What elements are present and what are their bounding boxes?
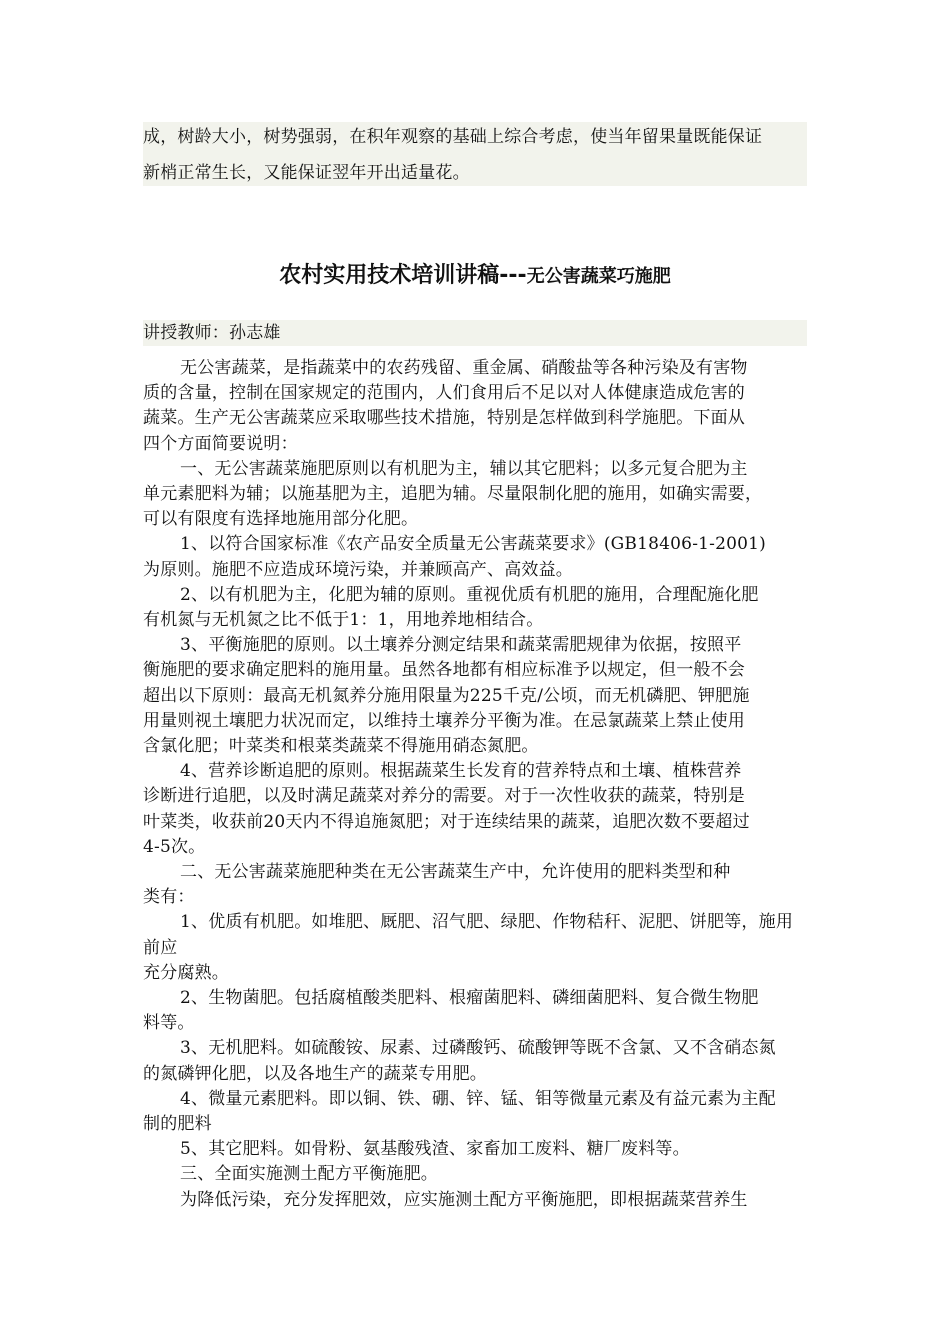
top-paragraph-line-2: 新梢正常生长，又能保证翌年开出适量花。 (143, 163, 470, 183)
paragraph-line: 3、平衡施肥的原则。以土壤养分测定结果和蔬菜需肥规律为依据，按照平 (180, 635, 742, 655)
paragraph-line: 类有： (143, 887, 195, 907)
paragraph-line: 制的肥料 (143, 1114, 212, 1134)
paragraph-line: 充分腐熟。 (143, 963, 229, 983)
paragraph-line: 2、生物菌肥。包括腐植酸类肥料、根瘤菌肥料、磷细菌肥料、复合微生物肥 (180, 988, 759, 1008)
paragraph-line: 一、无公害蔬菜施肥原则以有机肥为主，辅以其它肥料；以多元复合肥为主 (180, 459, 748, 479)
title-sub: 无公害蔬菜巧施肥 (526, 266, 671, 287)
paragraph-line: 为降低污染，充分发挥肥效，应实施测土配方平衡施肥，即根据蔬菜营养生 (180, 1190, 748, 1210)
title-main: 农村实用技术培训讲稿 (279, 263, 500, 288)
paragraph-line: 含氯化肥；叶菜类和根菜类蔬菜不得施用硝态氮肥。 (143, 736, 539, 756)
paragraph-line: 2、以有机肥为主，化肥为辅的原则。重视优质有机肥的施用，合理配施化肥 (180, 585, 759, 605)
paragraph-line: 可以有限度有选择地施用部分化肥。 (143, 509, 419, 529)
top-paragraph-line-1: 成，树龄大小，树势强弱，在积年观察的基础上综合考虑，使当年留果量既能保证 (143, 127, 763, 147)
paragraph-line: 4、营养诊断追肥的原则。根据蔬菜生长发育的营养特点和土壤、植株营养 (180, 761, 742, 781)
paragraph-line: 四个方面简要说明： (143, 434, 298, 454)
paragraph-line: 为原则。施肥不应造成环境污染，并兼顾高产、高效益。 (143, 560, 573, 580)
paragraph-line: 二、无公害蔬菜施肥种类在无公害蔬菜生产中，允许使用的肥料类型和种 (180, 862, 731, 882)
paragraph-line: 前应 (143, 938, 178, 958)
paragraph-line: 的氮磷钾化肥，以及各地生产的蔬菜专用肥。 (143, 1064, 487, 1084)
paragraph-line: 5、其它肥料。如骨粉、氨基酸残渣、家畜加工废料、糖厂废料等。 (180, 1139, 690, 1159)
paragraph-line: 4、微量元素肥料。即以铜、铁、硼、锌、锰、钼等微量元素及有益元素为主配 (180, 1089, 776, 1109)
paragraph-line: 1、优质有机肥。如堆肥、厩肥、沼气肥、绿肥、作物秸秆、泥肥、饼肥等，施用 (180, 912, 794, 932)
paragraph-line: 单元素肥料为辅；以施基肥为主，追肥为辅。尽量限制化肥的施用，如确实需要， (143, 484, 763, 504)
title-dashes: --- (499, 263, 527, 288)
paragraph-line: 4-5次。 (143, 837, 206, 857)
document-title (0, 258, 950, 289)
paragraph-line: 蔬菜。生产无公害蔬菜应采取哪些技术措施，特别是怎样做到科学施肥。下面从 (143, 408, 745, 428)
paragraph-line: 诊断进行追肥，以及时满足蔬菜对养分的需要。对于一次性收获的蔬菜，特别是 (143, 786, 745, 806)
paragraph-line: 料等。 (143, 1013, 195, 1033)
teacher-line: 讲授教师：孙志雄 (143, 323, 281, 343)
paragraph-line: 叶菜类，收获前20天内不得追施氮肥；对于连续结果的蔬菜，追肥次数不要超过 (143, 812, 750, 832)
paragraph-line: 3、无机肥料。如硫酸铵、尿素、过磷酸钙、硫酸钾等既不含氯、又不含硝态氮 (180, 1038, 776, 1058)
paragraph-line: 超出以下原则：最高无机氮养分施用限量为225千克/公顷，而无机磷肥、钾肥施 (143, 686, 750, 706)
paragraph-line: 三、全面实施测土配方平衡施肥。 (180, 1164, 438, 1184)
paragraph-line: 有机氮与无机氮之比不低于1：1，用地养地相结合。 (143, 610, 544, 630)
paragraph-line: 无公害蔬菜，是指蔬菜中的农药残留、重金属、硝酸盐等各种污染及有害物 (180, 358, 748, 378)
paragraph-line: 1、以符合国家标准《农产品安全质量无公害蔬菜要求》(GB18406-1-2001) (180, 534, 766, 554)
paragraph-line: 用量则视土壤肥力状况而定，以维持土壤养分平衡为准。在忌氯蔬菜上禁止使用 (143, 711, 745, 731)
paragraph-line: 质的含量，控制在国家规定的范围内，人们食用后不足以对人体健康造成危害的 (143, 383, 745, 403)
paragraph-line: 衡施肥的要求确定肥料的施用量。虽然各地都有相应标准予以规定，但一般不会 (143, 660, 745, 680)
